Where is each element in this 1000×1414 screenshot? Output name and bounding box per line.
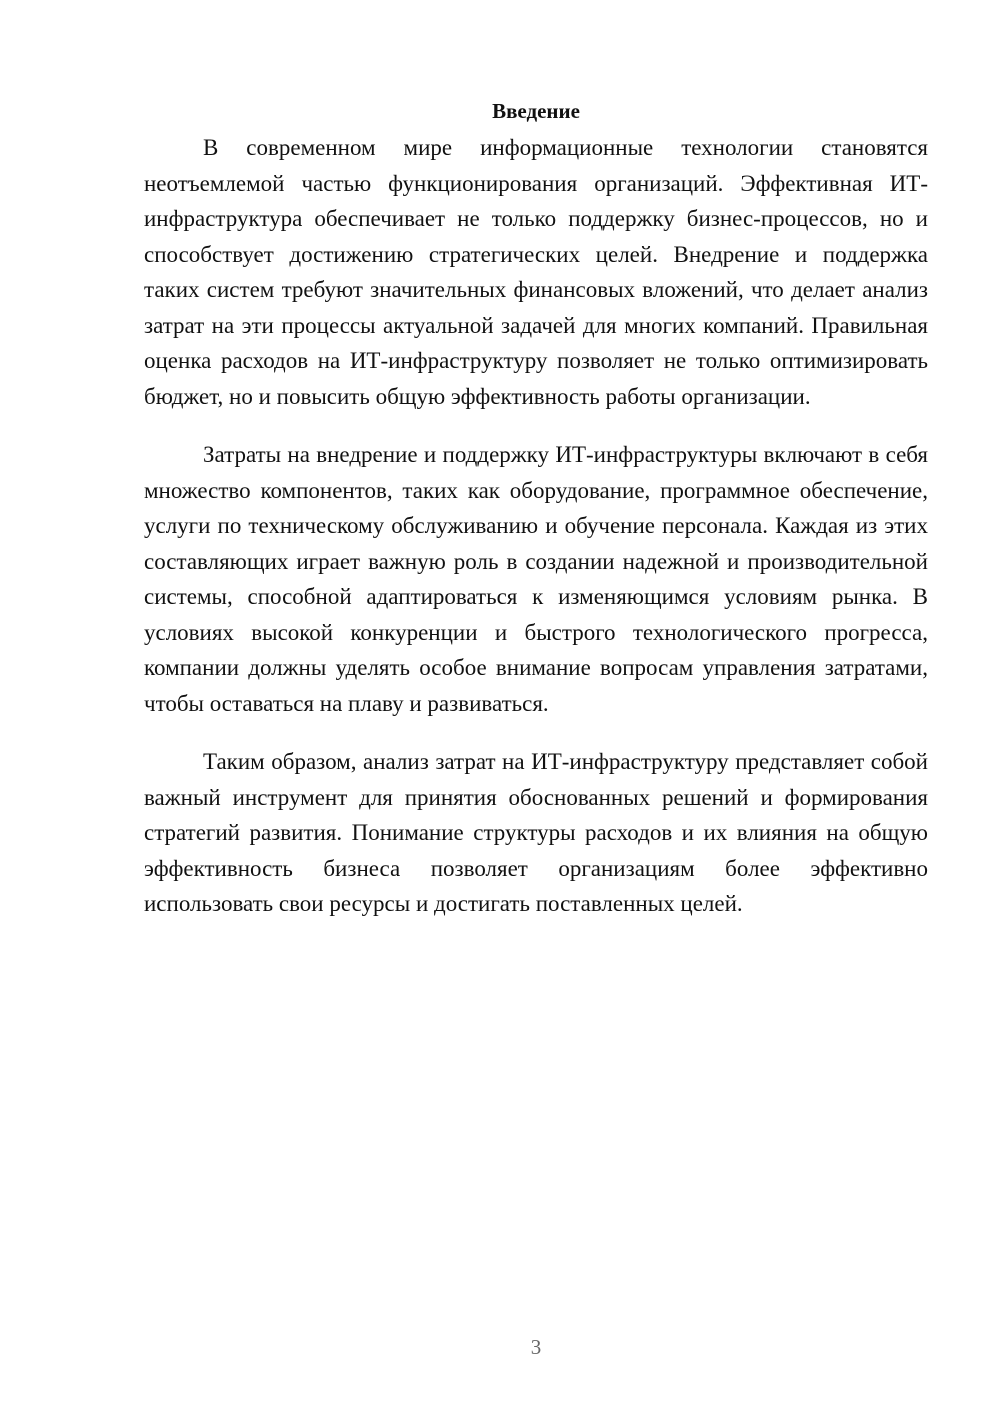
paragraph: В современном мире информационные технологии становятся неотъемлемой частью функционирования организаций. Эффективная ИТ-инфраструктура обеспечивает не только поддержку бизнес-процессов, но и способствует достижению стратегических целей. Внедрение и поддержка таких систем требуют значительных финансовых вложений, что делает анализ затрат на эти процессы актуальной задачей для многих компаний. Правильная оценка расходов на ИТ-инфраструктуру позволяет не только оптимизировать бюджет, но и повысить общую эффективность работы организации.	[144, 135, 928, 409]
paragraph: Таким образом, анализ затрат на ИТ-инфраструктуру представляет собой важный инструмент для принятия обоснованных решений и формирования стратегий развития. Понимание структуры расходов и их влияния на общую эффективность бизнеса позволяет организациям более эффективно использовать свои ресурсы и достигать поставленных целей.	[144, 749, 928, 916]
paragraph: Затраты на внедрение и поддержку ИТ-инфраструктуры включают в себя множество компонентов, таких как оборудование, программное обеспечение, услуги по техническому обслуживанию и обучение персонала. Каждая из этих составляющих играет важную роль в создании надежной и производительной системы, способной адаптироваться к изменяющимся условиям рынка. В условиях высокой конкуренции и быстрого технологического прогресса, компании должны уделять особое внимание вопросам управления затратами, чтобы оставаться на плаву и развиваться.	[144, 442, 928, 716]
section-title: Введение	[492, 99, 580, 123]
page-number: 3	[530, 1335, 542, 1359]
page-content	[144, 96, 928, 922]
